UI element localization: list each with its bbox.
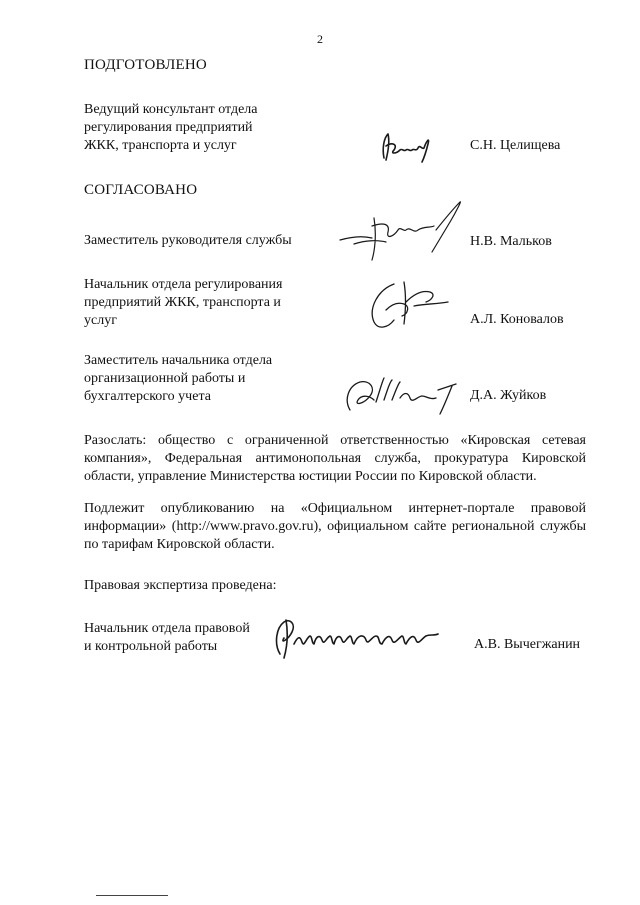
- position-line: Заместитель начальника отдела: [84, 353, 273, 368]
- signature-malkov: [334, 196, 474, 266]
- prepared-heading: ПОДГОТОВЛЕНО: [84, 57, 207, 73]
- position-line: ЖКК, транспорта и услуг: [84, 138, 237, 153]
- position-line: предприятий ЖКК, транспорта и: [84, 295, 281, 310]
- position-line: регулирования предприятий: [84, 120, 253, 135]
- position-line: организационной работы и: [84, 371, 246, 386]
- signature-konovalov: [364, 274, 456, 336]
- approved-heading: СОГЛАСОВАНО: [84, 182, 198, 198]
- signature-zhuykov: [340, 370, 462, 418]
- distribution-paragraph: Разослать: общество с ограниченной ответственностью «Кировская сетевая компания», Федеральная антимонопольная служба, прокуратура Кировской области, управление Министерства юстиции России по Кировской области.: [84, 433, 586, 484]
- prepared-position: [84, 101, 258, 155]
- position-line: Начальник отдела регулирования: [84, 277, 283, 292]
- position-line: Заместитель руководителя службы: [84, 233, 292, 248]
- footer-rule: [96, 895, 168, 896]
- position-line: услуг: [84, 313, 117, 328]
- approval-position-3: [84, 352, 272, 406]
- approval-name-1: Н.В. Мальков: [470, 234, 552, 249]
- legal-review-position: [84, 620, 250, 656]
- signature-tselishcheva: [378, 128, 440, 166]
- position-line: и контрольной работы: [84, 639, 218, 654]
- legal-review-title: Правовая экспертиза проведена:: [84, 578, 277, 593]
- publication-paragraph: Подлежит опубликованию на «Официальном интернет-портале правовой информации» (http://www.pravo.gov.ru), официальном сайте региональной службы по тарифам Кировской области.: [84, 501, 586, 552]
- approval-position-1: [84, 232, 292, 250]
- position-line: бухгалтерского учета: [84, 389, 211, 404]
- approval-position-2: [84, 276, 282, 330]
- position-line: Начальник отдела правовой: [84, 621, 250, 636]
- position-line: Ведущий консультант отдела: [84, 102, 258, 117]
- approval-name-3: Д.А. Жуйков: [470, 388, 547, 403]
- signature-vychegzhanin: [266, 614, 444, 662]
- prepared-name: С.Н. Целищева: [470, 138, 561, 153]
- approval-name-2: А.Л. Коновалов: [470, 312, 564, 327]
- page-number: 2: [317, 32, 323, 46]
- legal-review-name: А.В. Вычегжанин: [474, 637, 581, 652]
